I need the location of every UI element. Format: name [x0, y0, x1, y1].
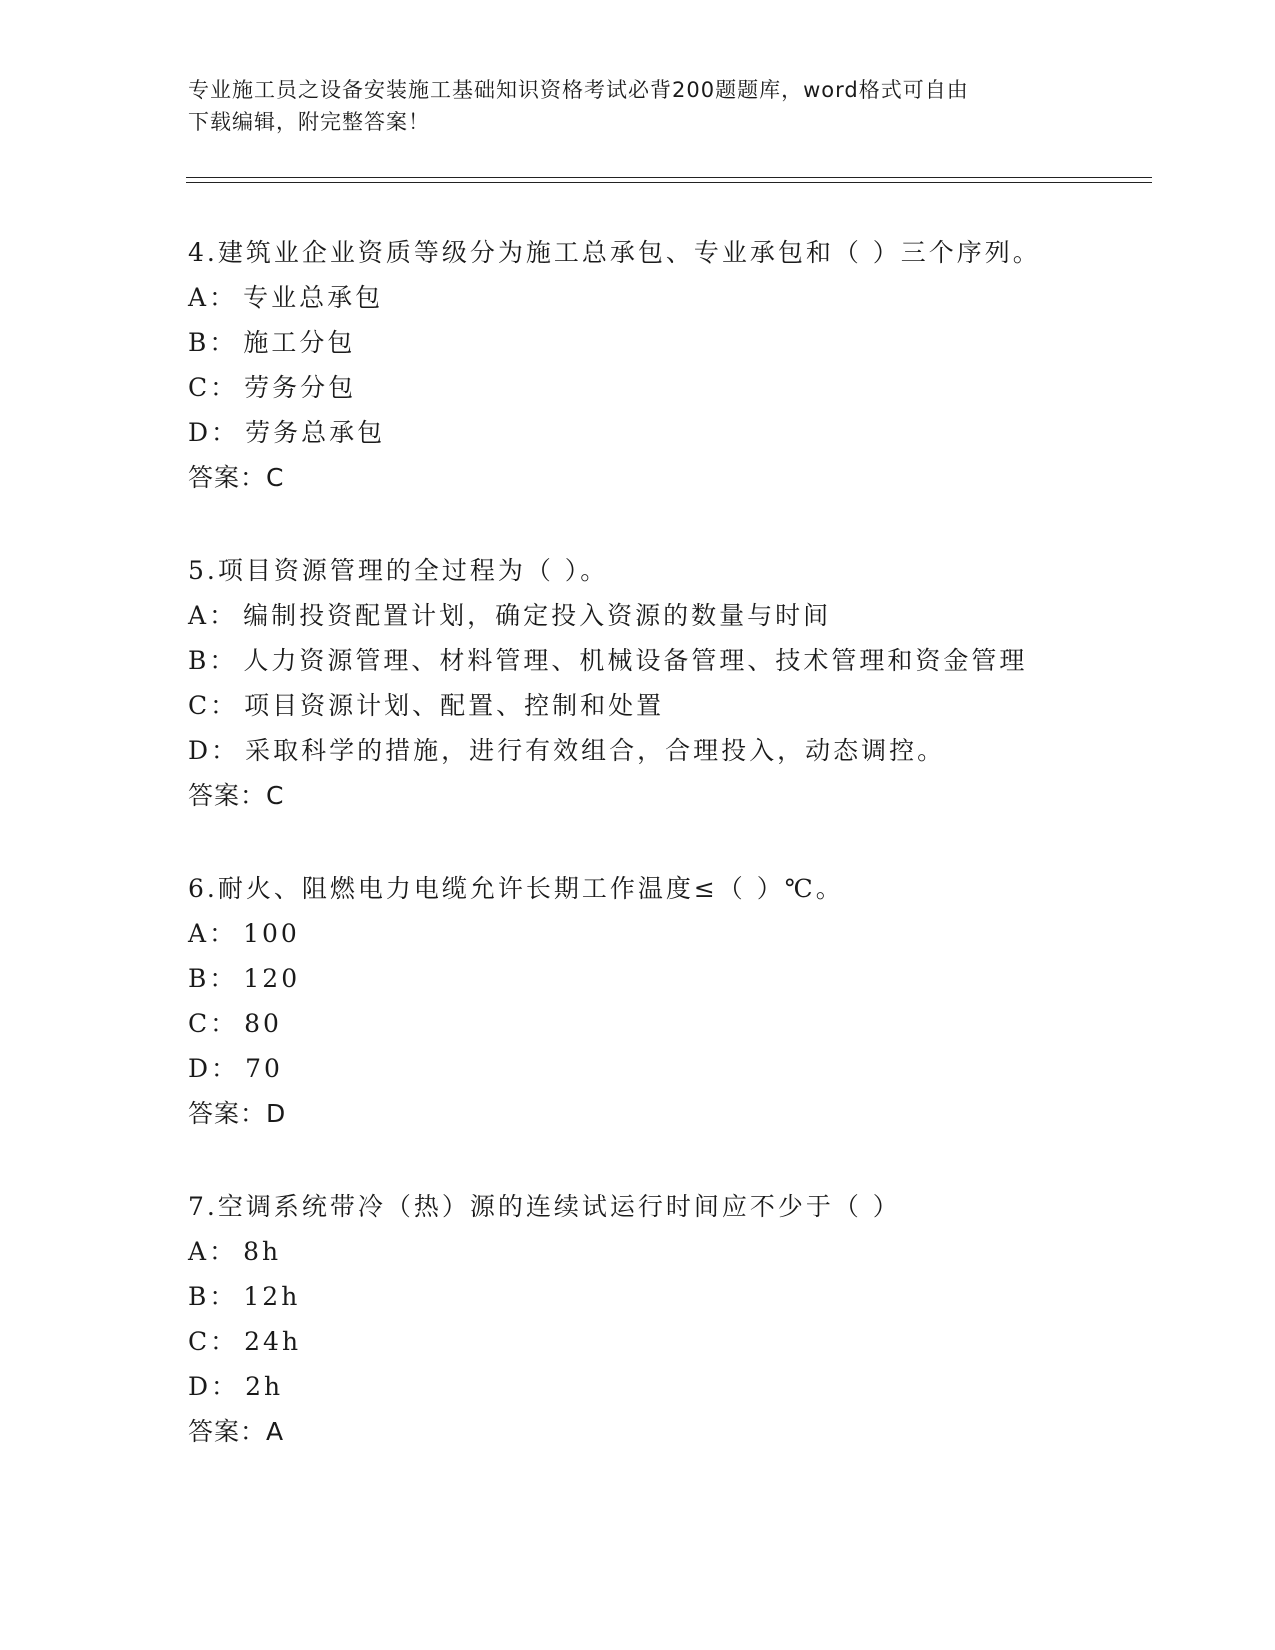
- document-header: [188, 74, 1068, 138]
- option-key: C ：: [188, 1009, 238, 1038]
- option-text: 2h: [245, 1372, 284, 1401]
- option-key: D ：: [188, 1054, 239, 1083]
- option-b: [188, 1274, 1148, 1319]
- option-text: 80: [244, 1009, 282, 1038]
- question-block: [188, 230, 1148, 500]
- answer-line: [188, 1091, 1148, 1136]
- answer-value: C: [266, 781, 285, 810]
- option-key: D ：: [188, 736, 239, 765]
- option-text: 70: [245, 1054, 283, 1083]
- option-d: [188, 410, 1148, 455]
- question-stem: 4.建筑业企业资质等级分为施工总承包、专业承包和（ ）三个序列。: [188, 238, 1041, 267]
- question-stem: 6.耐火、阻燃电力电缆允许长期工作温度≤（ ）℃。: [188, 874, 844, 903]
- option-key: C ：: [188, 691, 238, 720]
- option-text: 编制投资配置计划，确定投入资源的数量与时间: [243, 601, 832, 630]
- option-b: [188, 956, 1148, 1001]
- answer-line: [188, 455, 1148, 500]
- answer-label: 答案 ：: [188, 1417, 266, 1446]
- option-text: 8h: [243, 1237, 282, 1266]
- option-text: 专业总承包: [243, 283, 384, 312]
- answer-line: [188, 1409, 1148, 1454]
- answer-label: 答案 ：: [188, 1099, 266, 1128]
- answer-line: [188, 773, 1148, 818]
- option-c: [188, 1319, 1148, 1364]
- answer-value: A: [266, 1417, 285, 1446]
- answer-label: 答案 ：: [188, 463, 266, 492]
- option-key: A ：: [188, 1237, 237, 1266]
- option-key: D ：: [188, 418, 239, 447]
- option-key: B ：: [188, 1282, 237, 1311]
- question-block: [188, 866, 1148, 1136]
- option-d: [188, 1364, 1148, 1409]
- question-stem: 7.空调系统带冷（热）源的连续试运行时间应不少于（ ）: [188, 1192, 901, 1221]
- option-a: [188, 593, 1148, 638]
- option-key: B ：: [188, 328, 237, 357]
- answer-label: 答案 ：: [188, 781, 266, 810]
- option-d: [188, 1046, 1148, 1091]
- answer-value: D: [266, 1099, 287, 1128]
- header-line-2: 下载编辑，附完整答案！: [188, 110, 430, 134]
- question-stem: 5.项目资源管理的全过程为（ ）。: [188, 556, 609, 585]
- option-b: [188, 638, 1148, 683]
- option-key: C ：: [188, 1327, 238, 1356]
- option-text: 24h: [244, 1327, 302, 1356]
- option-d: [188, 728, 1148, 773]
- question-block: [188, 548, 1148, 818]
- option-text: 人力资源管理、材料管理、机械设备管理、技术管理和资金管理: [243, 646, 1028, 675]
- header-divider-top: [186, 177, 1152, 178]
- option-key: D ：: [188, 1372, 239, 1401]
- option-text: 施工分包: [243, 328, 356, 357]
- option-text: 项目资源计划、配置、控制和处置: [244, 691, 665, 720]
- option-a: [188, 275, 1148, 320]
- option-key: A ：: [188, 283, 237, 312]
- option-text: 采取科学的措施，进行有效组合，合理投入，动态调控。: [245, 736, 946, 765]
- option-key: A ：: [188, 601, 237, 630]
- option-key: A ：: [188, 919, 237, 948]
- option-text: 12h: [243, 1282, 301, 1311]
- answer-value: C: [266, 463, 285, 492]
- header-line-1: 专业施工员之设备安装施工基础知识资格考试必背200题题库，word格式可自由: [188, 78, 969, 102]
- option-text: 劳务分包: [244, 373, 357, 402]
- option-b: [188, 320, 1148, 365]
- option-c: [188, 1001, 1148, 1046]
- option-c: [188, 365, 1148, 410]
- option-c: [188, 683, 1148, 728]
- option-text: 劳务总承包: [245, 418, 386, 447]
- option-a: [188, 911, 1148, 956]
- option-text: 120: [243, 964, 301, 993]
- option-key: B ：: [188, 964, 237, 993]
- option-key: C ：: [188, 373, 238, 402]
- option-a: [188, 1229, 1148, 1274]
- header-divider-bottom: [186, 182, 1152, 183]
- option-key: B ：: [188, 646, 237, 675]
- question-block: [188, 1184, 1148, 1454]
- option-text: 100: [243, 919, 300, 948]
